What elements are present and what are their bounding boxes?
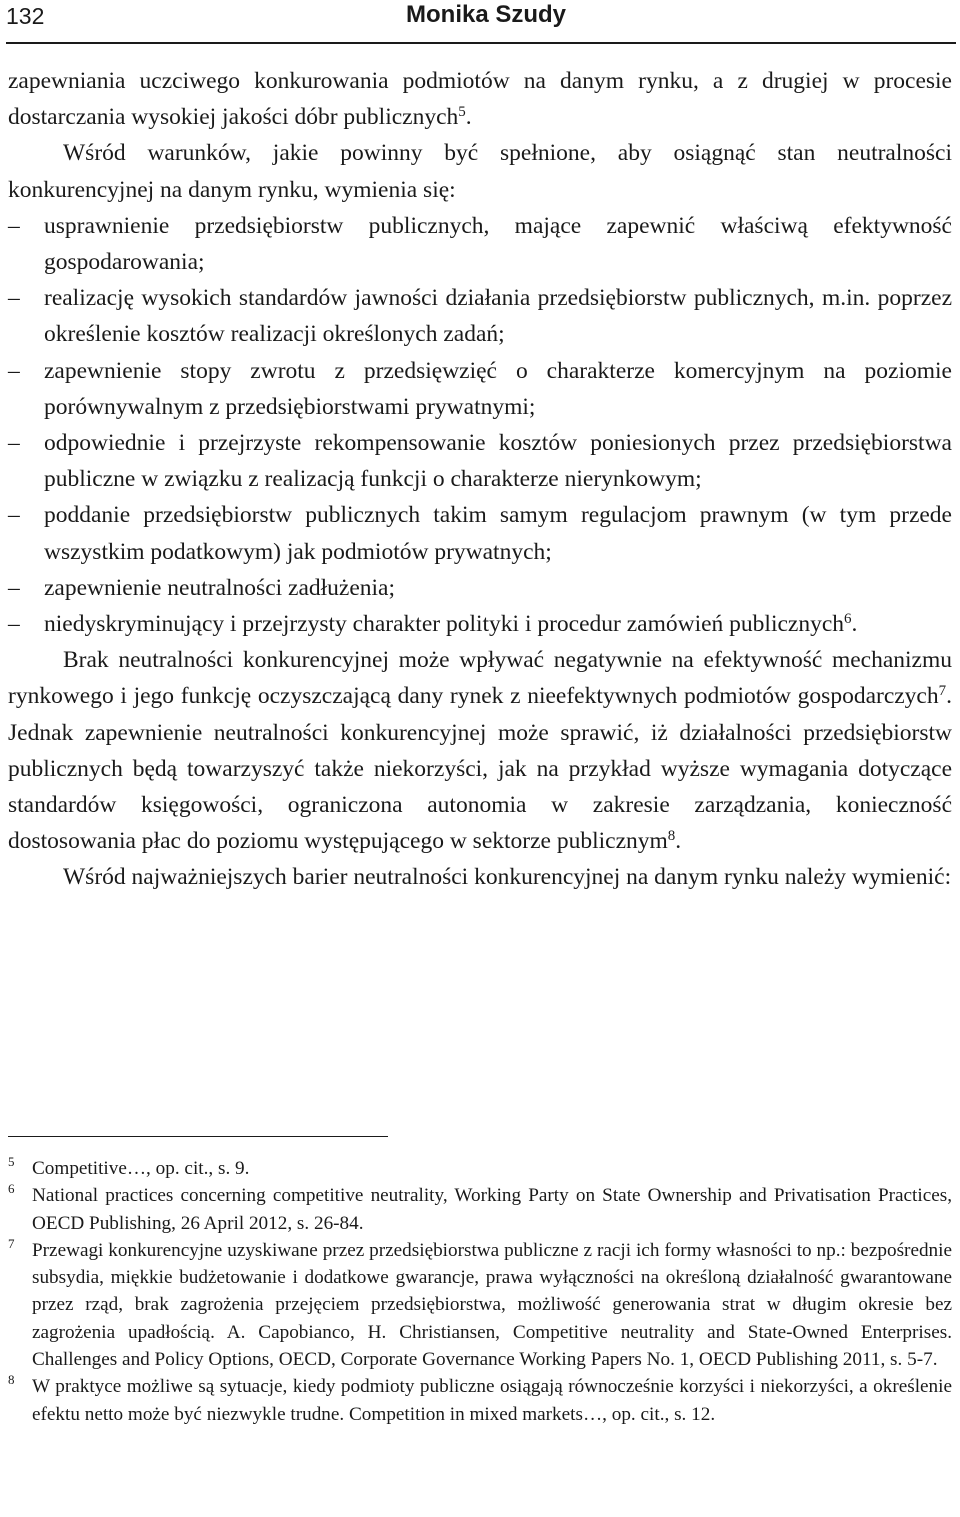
footnote-text: National practices concerning competitive neutrality, Working Party on State Ownership and Privatisation Practices, OECD Publishing, 26 April 2012, s. 26-84. [32, 1185, 952, 1234]
dash-bullet: – [8, 212, 20, 239]
footnote-number: 5 [8, 1154, 15, 1169]
dash-bullet: – [8, 611, 20, 638]
footnote-5 [8, 1155, 952, 1182]
footnote-8 [8, 1373, 952, 1428]
header-rule [6, 42, 956, 44]
body-text [8, 63, 952, 896]
footnote-ref-6[interactable]: 6 [844, 611, 852, 628]
paragraph-3-end: . [675, 828, 682, 855]
list-item-text: realizację wysokich standardów jawności działania przedsiębiorstw publicznych, m.in. poprzez określenie kosztów realizacji określonych zadań; [44, 285, 952, 348]
paragraph-4: Wśród najważniejszych barier neutralności konkurencyjnej na danym rynku należy wymienić: [63, 864, 952, 891]
footnote-text: W praktyce możliwe są sytuacje, kiedy podmioty publiczne osiągają równocześnie korzyści i niekorzyści, a określenie efektu netto może być niezwykle trudne. Competition in mixed markets…, op. cit., s. 12. [32, 1376, 952, 1425]
list-item-text: zapewnienie stopy zwrotu z przedsięwzięć o charakterze komercyjnym na poziomie porównywalnym z przedsiębiorstwami prywatnymi; [44, 357, 952, 420]
list-item [8, 425, 952, 497]
footnote-number: 7 [8, 1235, 15, 1251]
running-head: Monika Szudy [406, 1, 567, 28]
list-item-text: poddanie przedsiębiorstw publicznych takim samym regulacjom prawnym (w tym przede wszystkim podatkowym) jak podmiotów prywatnych; [44, 502, 952, 565]
list-item [8, 570, 952, 606]
list-item [8, 208, 952, 280]
list-item [8, 606, 952, 642]
footnote-rule [8, 1136, 388, 1137]
dash-bullet: – [8, 574, 20, 601]
footnote-text: Competitive…, op. cit., s. 9. [32, 1158, 250, 1179]
list-item-end: . [851, 611, 858, 638]
list-item [8, 353, 952, 425]
paragraph-3-text-b: . Jednak zapewnienie neutralności konkurencyjnej może sprawić, iż działalności przedsiębiorstw publicznych będą towarzyszyć także niekorzyści, jak na przykład wyższe wymagania dotyczące standardów księgowości, ograniczona autonomia w zakresie zarządzania, konieczność dostosowania płac do poziomu występującego w sektorze publicznym [8, 683, 952, 855]
dash-bullet: – [8, 285, 20, 312]
conditions-list [8, 208, 952, 642]
footnote-text: Przewagi konkurencyjne uzyskiwane przez przedsiębiorstwa publiczne z racji ich formy własności to np.: bezpośrednie subsydia, miękkie budżetowanie i dodatkowe gwarancje, prawa wyłączności na określoną działalność gwarantowane przez rząd, brak zagrożenia przejęciem przedsiębiorstwa, możliwość generowania strat w długim okresie bez zagrożenia upadłością. A. Capobianco, H. Christiansen, Competitive neutrality and State-Owned Enterprises. Challenges and Policy Options, OECD, Corporate Governance Working Papers No. 1, OECD Publishing 2011, s. 5-7. [32, 1239, 952, 1371]
footnote-ref-8[interactable]: 8 [667, 828, 676, 845]
footnote-ref-5[interactable]: 5 [458, 104, 466, 121]
footnote-ref-7[interactable]: 7 [938, 683, 947, 700]
paragraph-3-text-a: Brak neutralności konkurencyjnej może wpływać negatywnie na efektywność mechanizmu rynkowego i jego funkcję oczyszczającą dany rynek z nieefektywnych podmiotów gospodarczych [8, 647, 952, 710]
list-item [8, 280, 952, 352]
footnote-7 [8, 1237, 952, 1373]
list-item-text: zapewnienie neutralności zadłużenia; [44, 574, 396, 601]
list-item-text: usprawnienie przedsiębiorstw publicznych, mające zapewnić właściwą efektywność gospodarowania; [44, 212, 952, 276]
footnote-6 [8, 1182, 952, 1237]
dash-bullet: – [8, 357, 20, 384]
list-item-text: niedyskryminujący i przejrzysty charakter polityki i procedur zamówień publicznych [44, 611, 845, 638]
dash-bullet: – [8, 502, 20, 529]
dash-bullet: – [8, 430, 20, 457]
page-header [6, 0, 956, 40]
paragraph-1 [8, 63, 952, 135]
paragraph-2: Wśród warunków, jakie powinny być spełnione, aby osiągnąć stan neutralności konkurencyjnej na danym rynku, wymienia się: [8, 140, 952, 203]
list-item-text: odpowiednie i przejrzyste rekompensowanie kosztów poniesionych przez przedsiębiorstwa publiczne w związku z realizacją funkcji o charakterze nierynkowym; [44, 430, 952, 493]
paragraph-1-text: zapewniania uczciwego konkurowania podmiotów na danym rynku, a z drugiej w procesie dostarczania wysokiej jakości dóbr publicznych [8, 68, 952, 131]
paragraph-1-end: . [465, 104, 472, 131]
footnote-number: 8 [8, 1372, 15, 1388]
list-item [8, 497, 952, 569]
footnotes [8, 1155, 952, 1428]
footnote-number: 6 [8, 1181, 15, 1197]
paragraph-3 [8, 642, 952, 859]
page-number: 132 [6, 3, 45, 29]
